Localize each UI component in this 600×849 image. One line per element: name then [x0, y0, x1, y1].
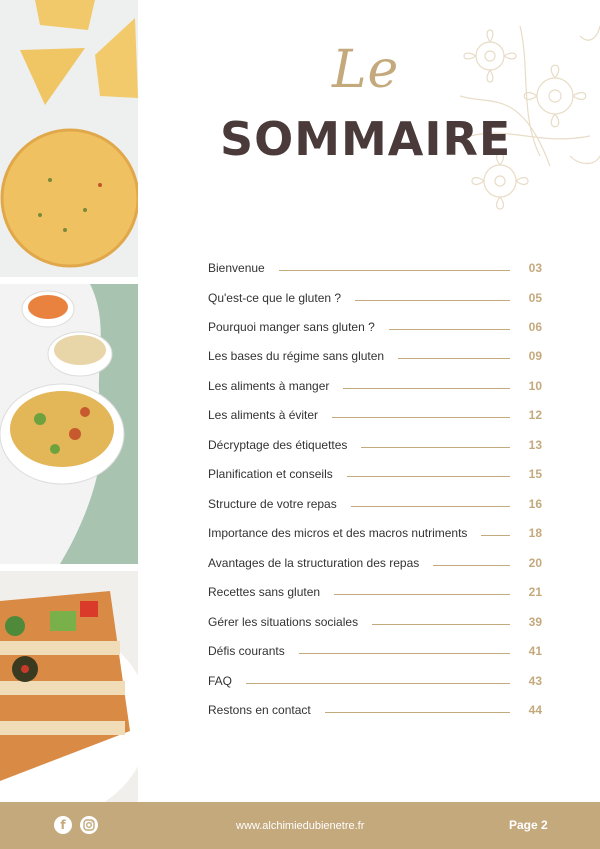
toc-page-number: 03: [528, 261, 542, 275]
toc-leader-line: [279, 270, 510, 271]
toc-page-number: 41: [528, 644, 542, 658]
toc-label: Décryptage des étiquettes: [208, 438, 348, 452]
toc-label: Planification et conseils: [208, 467, 333, 481]
toc-item[interactable]: [208, 283, 542, 305]
toc-leader-line: [299, 653, 510, 654]
toc-label: Avantages de la structuration des repas: [208, 556, 420, 570]
toc-item[interactable]: [208, 577, 542, 599]
toc-page-number: 16: [528, 497, 542, 511]
page-number: Page 2: [509, 818, 548, 832]
toc-label: Structure de votre repas: [208, 497, 337, 511]
toc-item[interactable]: [208, 695, 542, 717]
toc-item[interactable]: [208, 459, 542, 481]
toc-label: Recettes sans gluten: [208, 585, 321, 599]
toc-page-number: 21: [528, 585, 542, 599]
toc-item[interactable]: [208, 607, 542, 629]
toc-item[interactable]: [208, 371, 542, 393]
toc-page-number: 18: [528, 526, 542, 540]
toc-leader-line: [334, 594, 510, 595]
toc-item[interactable]: [208, 548, 542, 570]
toc-leader-line: [389, 329, 510, 330]
toc-item[interactable]: [208, 518, 542, 540]
toc-label: Bienvenue: [208, 261, 265, 275]
footer-bar: [0, 802, 600, 849]
toc-leader-line: [398, 358, 510, 359]
photo-pasta-salad: [0, 284, 138, 564]
toc-label: FAQ: [208, 674, 233, 688]
toc-item[interactable]: [208, 312, 542, 334]
photo-lasagna: [0, 571, 138, 802]
toc-label: Restons en contact: [208, 703, 311, 717]
photo-flatbread: [0, 0, 138, 277]
toc-leader-line: [246, 683, 510, 684]
toc-page-number: 06: [528, 320, 542, 334]
toc-item[interactable]: [208, 430, 542, 452]
toc-item[interactable]: [208, 400, 542, 422]
toc-leader-line: [433, 565, 510, 566]
toc-page-number: 44: [528, 703, 542, 717]
toc-page-number: 43: [528, 674, 542, 688]
toc-label: Les aliments à manger: [208, 379, 330, 393]
instagram-glyph: [83, 819, 95, 831]
toc-label: Gérer les situations sociales: [208, 615, 359, 629]
toc-item[interactable]: [208, 489, 542, 511]
toc-item[interactable]: [208, 636, 542, 658]
toc-leader-line: [481, 535, 510, 536]
toc-item[interactable]: [208, 253, 542, 275]
toc-leader-line: [351, 506, 510, 507]
toc-page-number: 05: [528, 291, 542, 305]
toc-leader-line: [361, 447, 510, 448]
toc-label: Défis courants: [208, 644, 285, 658]
toc-page-number: 10: [528, 379, 542, 393]
toc-leader-line: [347, 476, 510, 477]
toc-label: Les aliments à éviter: [208, 408, 319, 422]
toc-page-number: 20: [528, 556, 542, 570]
toc-item[interactable]: [208, 666, 542, 688]
facebook-glyph: f: [60, 818, 66, 832]
page-title: SOMMAIRE: [220, 112, 512, 166]
toc-leader-line: [372, 624, 510, 625]
toc-leader-line: [343, 388, 510, 389]
toc-page-number: 13: [528, 438, 542, 452]
toc-page-number: 12: [528, 408, 542, 422]
toc-page-number: 39: [528, 615, 542, 629]
toc-label: Pourquoi manger sans gluten ?: [208, 320, 375, 334]
toc-label: Les bases du régime sans gluten: [208, 349, 385, 363]
toc-leader-line: [325, 712, 510, 713]
toc-label: Qu'est-ce que le gluten ?: [208, 291, 342, 305]
toc-page-number: 09: [528, 349, 542, 363]
toc-leader-line: [355, 300, 510, 301]
toc-item[interactable]: [208, 341, 542, 363]
instagram-icon[interactable]: [80, 816, 98, 834]
toc-label: Importance des micros et des macros nutriments: [208, 526, 468, 540]
title-script: Le: [332, 40, 400, 100]
website-link[interactable]: www.alchimiedubienetre.fr: [236, 820, 365, 832]
toc-page-number: 15: [528, 467, 542, 481]
toc-leader-line: [332, 417, 510, 418]
facebook-icon[interactable]: [54, 816, 72, 834]
